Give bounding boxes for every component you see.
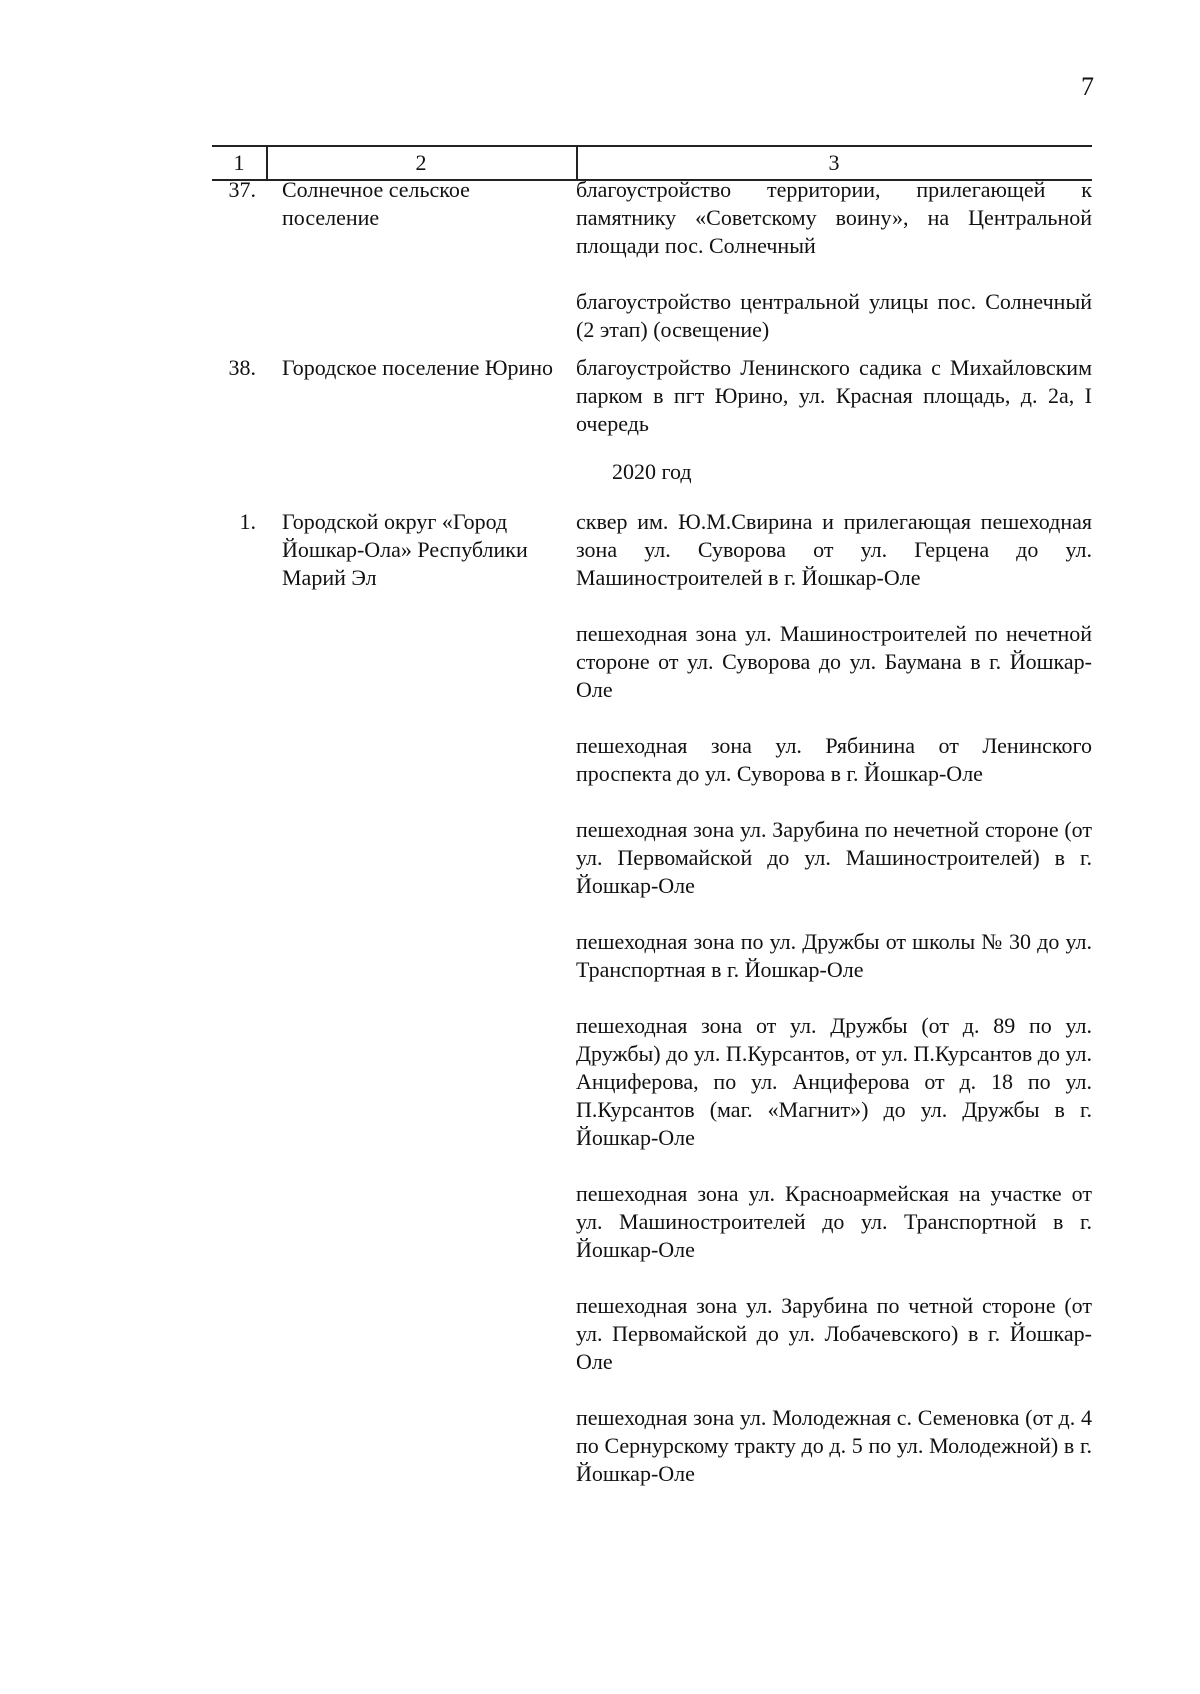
project-item: пешеходная зона ул. Молодежная с. Семеновка (от д. 4 по Сернурскому тракту до д. 5 по ул. Молодежной) в г. Йошкар-Оле (576, 1405, 1092, 1486)
project-item: сквер им. Ю.М.Свирина и прилегающая пешеходная зона ул. Суворова от ул. Герцена до ул. Машиностроителей в г. Йошкар-Оле (576, 509, 1092, 590)
project-item: пешеходная зона по ул. Дружбы от школы № 30 до ул. Транспортная в г. Йошкар-Оле (576, 929, 1092, 982)
project-item: благоустройство территории, прилегающей к памятнику «Советскому воину», на Центральной площади пос. Солнечный (576, 177, 1092, 258)
project-item: пешеходная зона от ул. Дружбы (от д. 89 по ул. Дружбы) до ул. П.Курсантов, от ул. П.Курсантов до ул. Анциферова, по ул. Анциферова от д. 18 по ул. П.Курсантов (маг. «Магнит») до ул. Дружбы в г. Йошкар-Оле (576, 1013, 1092, 1150)
header-col-2: 2 (415, 150, 427, 175)
row-number: 38. (228, 355, 256, 380)
project-item: благоустройство Ленинского садика с Михайловским парком в пгт Юрино, ул. Красная площадь, д. 2а, I очередь (576, 355, 1092, 436)
project-item: пешеходная зона ул. Машиностроителей по нечетной стороне от ул. Суворова до ул. Баумана в г. Йошкар-Оле (576, 621, 1092, 702)
header-col-1: 1 (233, 150, 245, 175)
project-list (576, 354, 1092, 466)
municipality-name: Городское поселение Юрино (282, 355, 554, 380)
municipality-name: Солнечное сельское поселение (282, 177, 470, 230)
municipality-name: Городской округ «Город Йошкар-Ола» Республики Марий Эл (282, 509, 528, 590)
project-item: пешеходная зона ул. Красноармейская на участке от ул. Машиностроителей до ул. Транспортной в г. Йошкар-Оле (576, 1181, 1092, 1262)
project-item: пешеходная зона ул. Рябинина от Ленинского проспекта до ул. Суворова в г. Йошкар-Оле (576, 733, 1092, 786)
year-heading: 2020 год (612, 459, 692, 484)
project-list (576, 508, 1092, 1516)
page-number: 7 (1081, 72, 1094, 101)
row-number: 1. (239, 509, 256, 534)
header-col-3: 3 (828, 150, 840, 175)
row-number: 37. (228, 177, 256, 202)
project-item: пешеходная зона ул. Зарубина по нечетной стороне (от ул. Первомайской до ул. Машиностроителей) в г. Йошкар-Оле (576, 817, 1092, 898)
project-item: благоустройство центральной улицы пос. Солнечный (2 этап) (освещение) (576, 289, 1092, 342)
project-item: пешеходная зона ул. Зарубина по четной стороне (от ул. Первомайской до ул. Лобачевского) в г. Йошкар-Оле (576, 1293, 1092, 1374)
project-list (576, 176, 1092, 372)
